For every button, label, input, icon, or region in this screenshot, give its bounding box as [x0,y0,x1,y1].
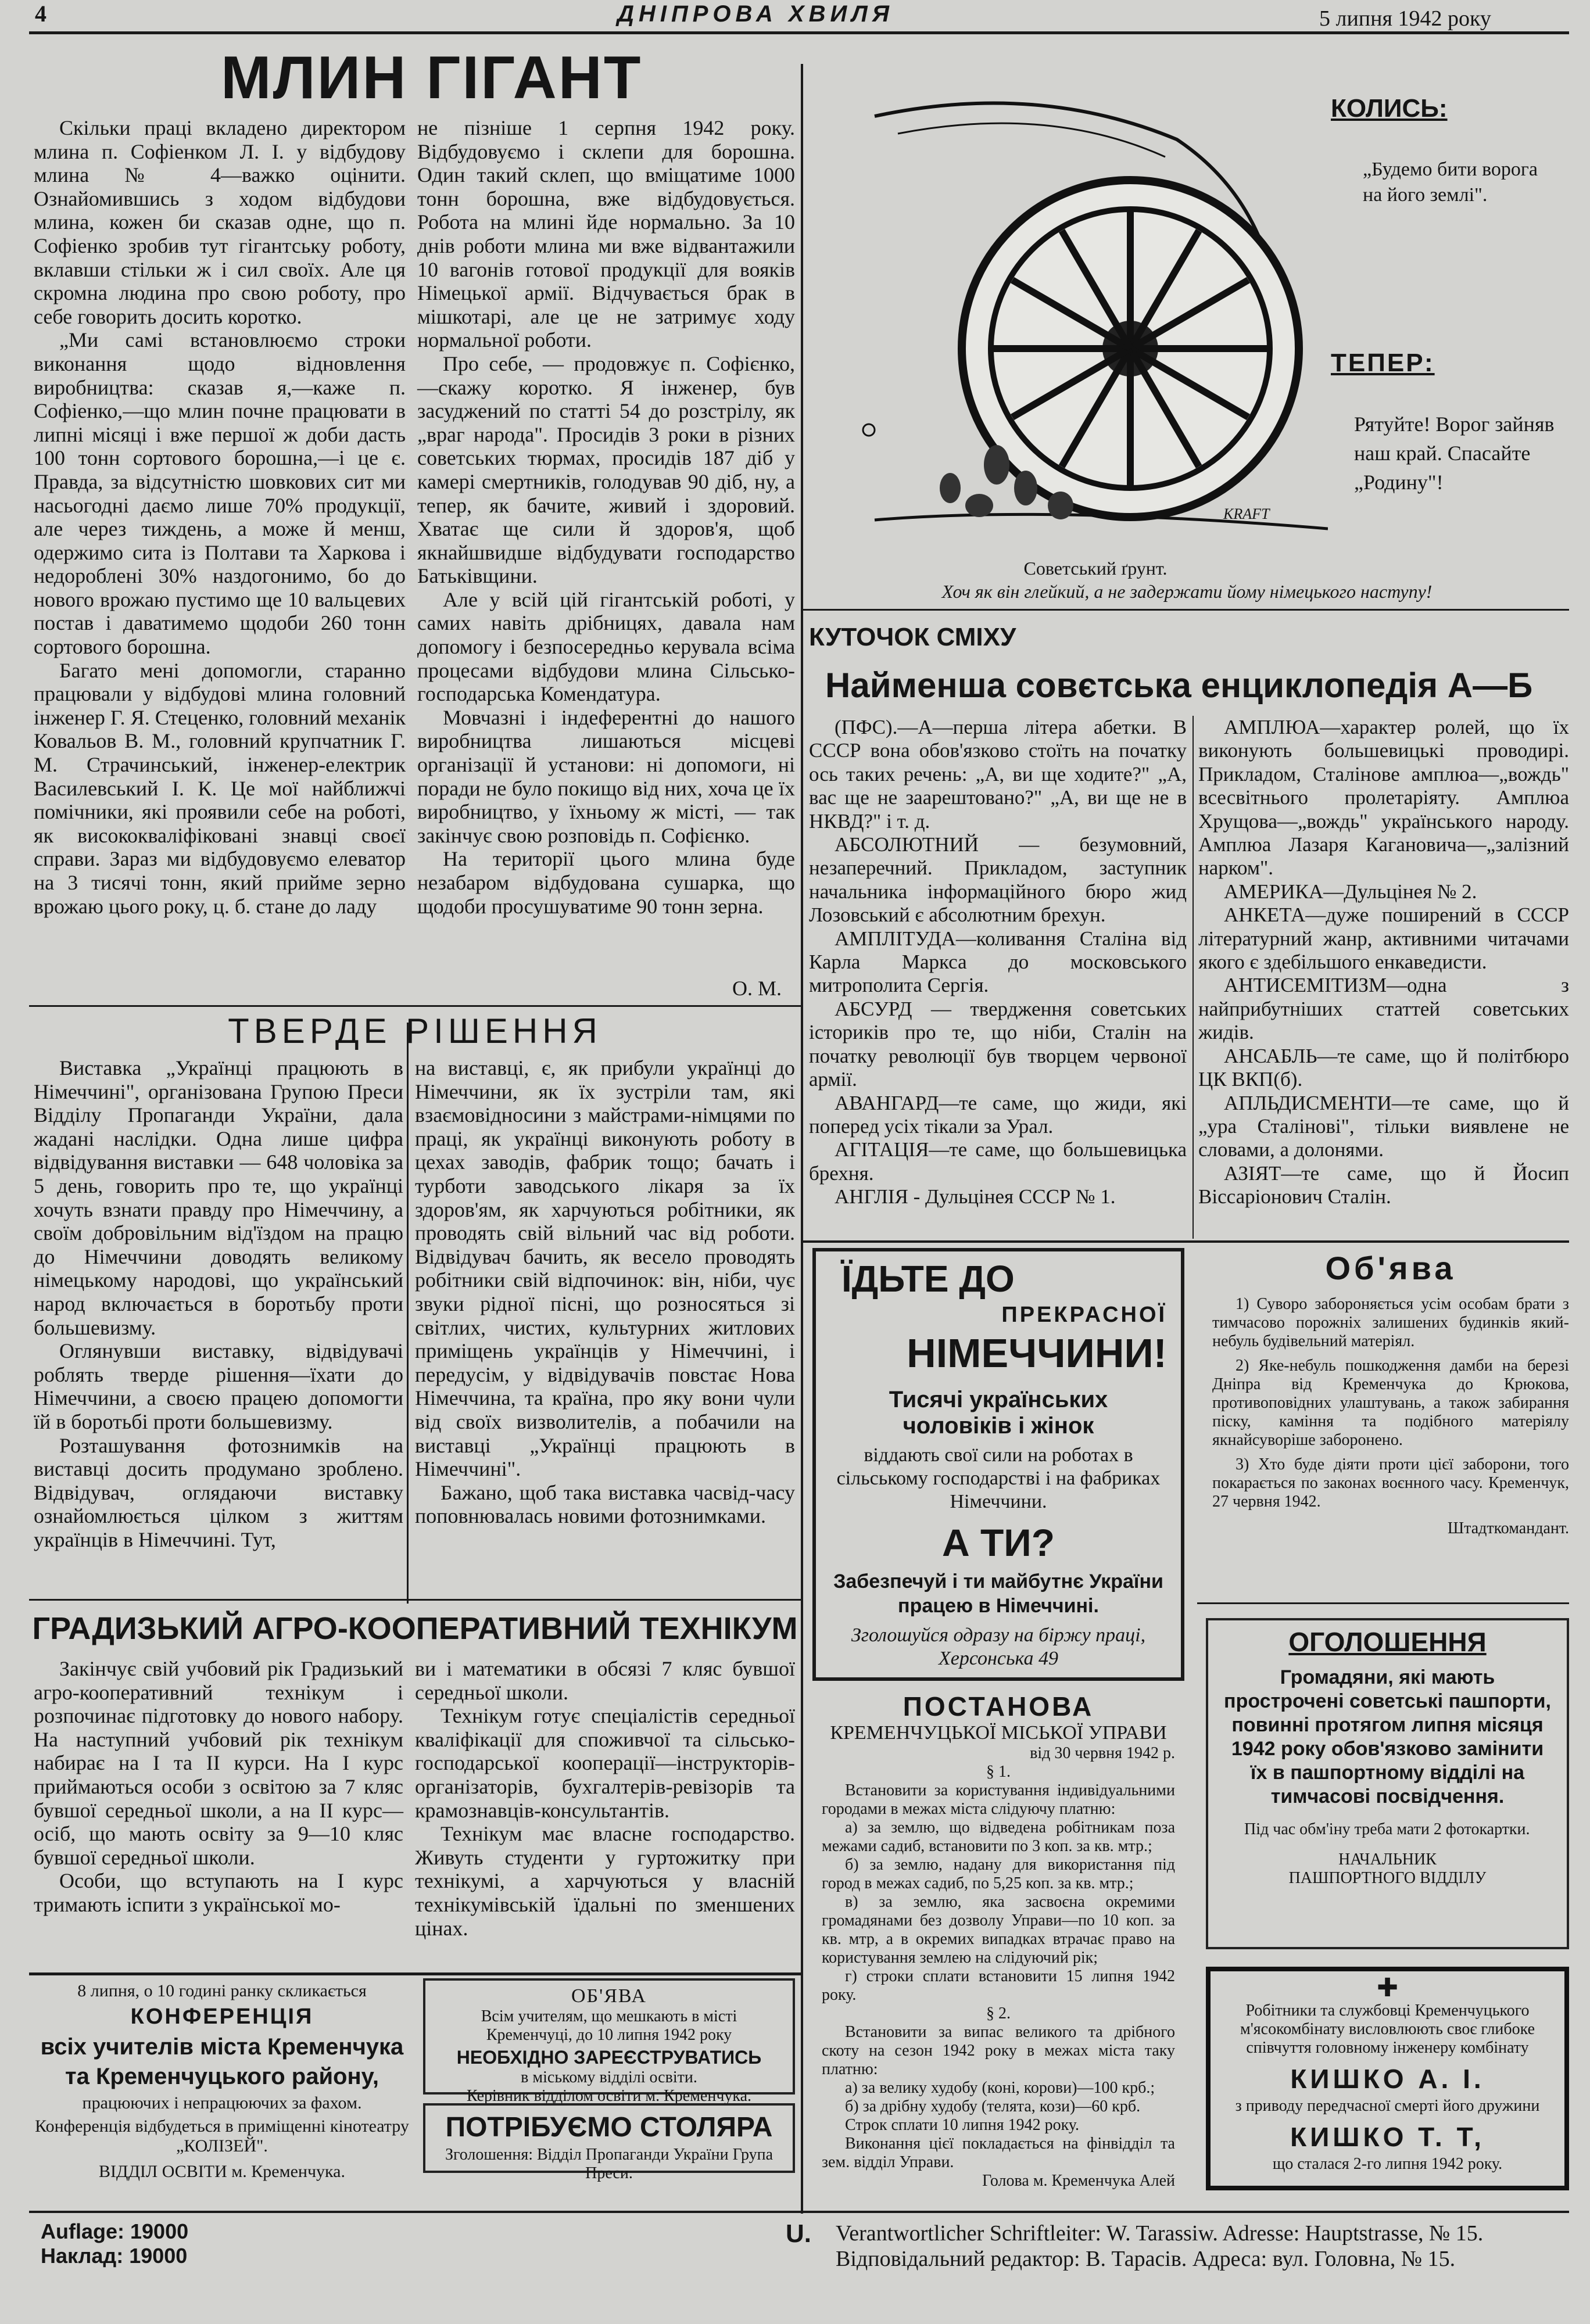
postanova-p: а) за велику худобу (коні, корови)—100 крб.; [845,2079,1155,2097]
tverde-col2 [415,1056,795,1528]
cartoon-caption-1: Советський ґрунт. [1023,558,1168,579]
nim-line: Забезпечуй і ти майбутнє України працею в Німеччині. [833,1570,1163,1617]
obyava-uchyteli-box [423,1978,795,2105]
tekhnikum-para: ви і математики в обсязі 7 кляс бувшої середньої школи. [415,1657,795,1704]
masthead-rule [29,31,1569,34]
footer-auflage: Auflage: 19000 [41,2219,189,2243]
obyava-uchyteli-title: ОБ'ЯВА [571,1985,647,2007]
tverde-para: Оглянувши виставку, відвідувачі роблять тверде рішення—їхати до Німеччини, а своєю працею допомогти їй в боротьбі проти большевизму. [34,1339,403,1433]
obyava-dnipro-sign: Штадткомандант. [1447,1519,1569,1537]
tekhnikum-end-rule [29,1972,801,1975]
postanova-p: Виконання цієї покладається на фінвідділ та зем. відділ Управи. [822,2135,1175,2171]
tekhnikum-para: Особи, що вступають на І курс тримають іспити з української мо- [34,1869,403,1916]
mlyn-title: МЛИН ГІГАНТ [221,44,643,112]
obyava-uchyteli-line: в міському відділі освіти. [521,2068,697,2086]
postanova-s2: § 2. [986,2004,1011,2022]
column-rule-main [801,64,803,2214]
obyava-uchyteli-line: Всім учителям, що мешкають в місті Кременчуці, до 10 липня 1942 року [481,2007,737,2044]
nekrolog-box [1206,1967,1569,2190]
cartoon-now-label: ТЕПЕР: [1331,349,1435,377]
humor-col-rule [1192,716,1194,1239]
nim-line: Тисячі українських [889,1387,1108,1412]
cartoon [805,46,1569,607]
footer-u: U. [786,2219,811,2248]
tekhnikum-title: ГРАДИЗЬКИЙ АГРО-КООПЕРАТИВНИЙ ТЕХНІКУМ [32,1611,798,1646]
nekrolog-text: Робітники та службовці Кременчуцького м'ясокомбінату висловлюють своє глибоке співчуття головному інженеру комбінату [1240,2002,1535,2057]
humor-entry: (ПФС).—А—перша літера абетки. В СССР вона обов'язково стоїть на початку ось таких речень: „А, ви ще ходите?" „А, вас ще не заарештовано?" „А, ви ще не в НКВД?" і т. д. [809,716,1187,833]
tverde-title: ТВЕРДЕ РІШЕННЯ [228,1012,602,1050]
tverde-para: Виставка „Українці працюють в Німеччині", організована Групою Преси Відділу Пропаганди України, дала жадані наслідки. Одна лише цифра відвідування виставки — 648 чоловіка за 5 день, говорить про те, що українці хочуть взнати правду про Німеччину, а своїм добровільним від'їздом на працю до Німеччини доводять великому німецькому народові, що український народ включається в боротьбу проти большевизму. [34,1056,403,1339]
cartoon-was-label: КОЛИСЬ: [1331,94,1448,123]
humor-col2 [1198,716,1569,1209]
humor-entry: АНСАБЛЬ—те саме, що й політбюро ЦК ВКП(б). [1198,1044,1569,1091]
konf-line: 8 липня, о 10 годині ранку скликається [77,1981,367,2000]
obyava-dnipro [1198,1249,1569,1592]
nim-line: А ТИ? [941,1521,1055,1564]
nekrolog-name: КИШКО Т. Т, [1290,2122,1485,2152]
konf-line: та Кременчуцького району, [65,2064,379,2089]
nimechchyna-ad [812,1248,1184,1681]
nim-line: Зголошуйся одразу на біржу праці, Херсонська 49 [851,1624,1146,1669]
mlyn-col2 [417,116,795,918]
cartoon-was-text: „Будемо бити ворога на його землі". [1363,159,1538,206]
humor-entry: АЗІЯТ—те саме, що й Йосип Віссаріонович Сталін. [1198,1161,1569,1208]
humor-title: Найменша совєтська енциклопедія А—Б [825,666,1533,705]
nim-line: чоловіків і жінок [903,1413,1094,1439]
tverde-end-rule [29,1599,801,1601]
newspaper-title: ДНІПРОВА ХВИЛЯ [617,1,894,27]
postanova [812,1691,1184,2190]
ogoloshennya-sign: НАЧАЛЬНИК [1338,1850,1437,1868]
humor-col1 [809,716,1187,1209]
cartoon-wheel-drawing [805,46,1328,569]
footer-line1: Verantwortlicher Schriftleiter: W. Tarassiw. Adresse: Hauptstrasse, № 15. [836,2221,1484,2246]
nekrolog-mid: з приводу передчасної смерті його дружини [1235,2097,1540,2115]
konf-sign: ВІДДІЛ ОСВІТИ м. Кременчука. [99,2162,345,2181]
tekhnikum-col2 [415,1657,795,1940]
konf-line: Конференція відбудеться в приміщенні кінотеатру „КОЛІЗЕЙ". [35,2117,409,2156]
ogoloshennya-text: Громадяни, які мають прострочені советські пашпорти, повинні протягом липня місяця 1942 року обов'язково замінити їх в пашпортному відділі на тимчасові посвідчення. [1224,1666,1551,1807]
tverde-para: Бажано, щоб така виставка часвід-часу поповнювалась новими фотознимками. [415,1480,795,1528]
postanova-sub: КРЕМЕНЧУЦЬКОЇ МІСЬКОЇ УПРАВИ [830,1722,1167,1744]
tekhnikum-col1 [34,1657,403,1917]
footer-naklad: Наклад: 19000 [41,2244,188,2268]
humor-entry: АБСУРД — твердження советських істориків про те, що ніби, Сталін на початку революції був творцем червоної армії. [809,997,1187,1091]
issue-date: 5 липня 1942 року [1319,6,1491,31]
mlyn-para: не пізніше 1 серпня 1942 року. Відбудовуємо і склепи для борошна. Один такий склеп, що вміщатиме 1000 тонн борошна, вже відбудовується. Робота на млині йде нормально. За 10 днів роботи млина ми вже відвантажили 10 вагонів готової продукції для вояків Німецької армії. Відчувається брак в мішкотарі, але це не затримує ходу нормальної роботи. [417,116,795,352]
page-number: 4 [35,1,46,27]
ogoloshennya-note: Під час обм'іну треба мати 2 фотокартки. [1244,1820,1530,1838]
humor-entry: АГІТАЦІЯ—те саме, що большевицька брехня. [809,1138,1187,1185]
ogoloshennya-title: ОГОЛОШЕННЯ [1288,1627,1487,1657]
humor-entry: АМЕРИКА—Дульцінея № 2. [1224,880,1477,903]
ogoloshennya-sign: ПАШПОРТНОГО ВІДДІЛУ [1288,1869,1487,1887]
humor-entry: АНГЛІЯ - Дульцінея СССР № 1. [835,1185,1116,1208]
nim-line: НІМЕЧЧИНИ! [907,1330,1167,1376]
obyava-uchyteli-emph: НЕОБХІДНО ЗАРЕЄСТРУВАТИСЬ [456,2047,762,2068]
postanova-s1: § 1. [986,1763,1011,1781]
humor-entry: АПЛЬДИСМЕНТИ—те саме, що й „ура Сталінові", тільки виявлене не словами, а долонями. [1198,1091,1569,1161]
postanova-p: г) строки сплати встановити 15 липня 1942 року. [822,1967,1175,2004]
postanova-sign: Голова м. Кременчука Алей [982,2172,1175,2190]
humor-entry: АМПЛЮА—характер ролей, що їх виконують большевицькі проводирі. Прикладом, Сталінове амплюа—„вождь" всесвітнього пролетаріяту. Амплюа Хрущова—„вождь" українського народу. Амплюа Лазаря Кагановича—„залізний нарком". [1198,716,1569,880]
stolyar-line: Зголошення: Відділ Пропаганди України Група Преси. [445,2146,773,2182]
stolyar-box [423,2103,795,2182]
humor-entry: АВАНГАРД—те саме, що жиди, які поперед усіх тікали за Урал. [809,1091,1187,1138]
postanova-p: Встановити за користування індивідуальними городами в межах міста слідуючу платню: [822,1781,1175,1818]
postanova-p: б) за дрібну худобу (телята, кози)—60 крб. [845,2097,1141,2115]
postanova-p: а) за землю, що відведена робітникам поза межами садиб, встановити по 3 коп. за кв. мтр.; [822,1819,1175,1855]
cartoon-end-rule [803,609,1569,611]
konf-line: всіх учителів міста Кременчука [40,2034,404,2060]
humor-entry: АНТИСЕМІТИЗМ—одна з найприбутніших статтей советських жидів. [1198,974,1569,1044]
mlyn-para: Мовчазні і індеферентні до нашого виробництва лишаються місцеві організації й установи: ні допомоги, ні поради не було покищо від них, хоча це їх виробництво, у їхньому ж місті, — так закінчує свою розповідь п. Софієнко. [417,705,795,847]
obyava-dnipro-p: 2) Яке-небуль пошкодження дамби на березі Дніпра від Кременчука до Крюкова, противоповідних улаштувань, а також забирання піску, каміння та подібного матеріялу якнайсуворіше заборонено. [1212,1357,1569,1449]
tverde-col1 [34,1056,403,1551]
mlyn-col1 [34,116,406,918]
konferentsiya-ad [34,1981,410,2181]
obyava-uchyteli-sign: Керівник відділом освіти м. Кременчука. [466,2087,752,2105]
mlyn-para: „Ми самі встановлюємо строки виконання щодо відновлення виробництва: сказав я,—каже п. Софіенко,—що млин почне працювати в липні місяці і вже першої ж доби дасть 100 тонн сортового борошна,—і це є. Правда, за відсутністю шовкових сит ми насьогодні даємо лише 70% продукції, але через тиждень, а може й менш, одержимо сита із Полтави та Харкова і недоробленi 30% наздогонимо, бо до нового врожаю пустимо ще 10 вальцевих постав і даватимемо щодоби 260 тонн сортового борошна. [34,328,406,659]
mlyn-signature: О. М. [732,977,782,1000]
cartoon-caption-2: Хоч як він глейкий, а не задержати йому німецького наступу! [941,581,1433,602]
mlyn-para: Але у всій цій гігантській роботі, у самих навіть дрібницях, давала нам допомогу і безпосередньо керувала всіма процесами відбудови млина Сільсько-господарська Комендатура. [417,587,795,706]
konf-title: КОНФЕРЕНЦІЯ [130,2004,314,2029]
nim-line: віддають свої сили на роботах в сільському господарстві і на фабриках Німеччини. [836,1444,1161,1512]
postanova-title: ПОСТАНОВА [903,1691,1094,1722]
postanova-p: б) за землю, надану для використання під город в межах садиб, по 5,25 коп. за кв. мтр.; [822,1856,1175,1892]
postanova-p: Строк сплати 10 липня 1942 року. [845,2116,1080,2134]
postanova-p: в) за землю, яка засвоєна окремими громадянами без дозволу Управи—по 10 коп. за кв. мтр, а в окремих випадках втрачає право на користування землею на слідуючий рік; [822,1893,1175,1967]
nekrolog-cross-icon: ✚ [1377,1974,1398,2002]
tekhnikum-para: Технікум готує спеціалістів середньої кваліфікації для споживчої та сільсько-господарської кооперації—інструкторів-організаторів, бухгалтерів-ревізорів та крамознавців-консультантів. [415,1704,795,1822]
tverde-para: Розташування фотознимків на виставці досить продумано зроблено. Відвідувач, оглядаючи виставку ознайомлюється цілком з життям українців в Німеччині. Тут, [34,1433,403,1551]
nim-line: ПРЕКРАСНОЇ [1001,1303,1167,1327]
stolyar-title: ПОТРІБУЄМО СТОЛЯРА [445,2112,773,2143]
mlyn-end-rule [29,1005,801,1007]
humor-entry: АБСОЛЮТНИЙ — безумовний, незаперечний. Прикладом, заступник начальника інформаційного бюро жид Лозовський є абсолютним брехун. [809,833,1187,927]
nekrolog-end: що сталася 2-го липня 1942 року. [1272,2155,1503,2173]
postanova-p: Встановити за випас великого та дрібного скоту на сезон 1942 року в межах міста таку платню: [822,2023,1175,2078]
tekhnikum-para: Закінчує свій учбовий рік Градизький агро-кооперативний технікум і розпочинає підготовку до нового набору. На наступний учбовий рік технікум набирає на І та ІІ курси. На І курс приймаються особи з освітою за 7 кляс бувшої середньої школи, а на ІІ курс—осіб, що мають освіту за 9—10 кляс бувшої середньої школи. [34,1657,403,1869]
cartoon-artist-signature: KRAFT [1223,505,1270,522]
humor-section-title: КУТОЧОК СМІХУ [809,623,1016,651]
tekhnikum-para: Технікум має власне господарство. Живуть студенти у гуртожитку при технікумі, а харчуються у власній технікумівській їдальні по зменшених цінах. [415,1822,795,1940]
footer-line2: Відповідальний редактор: В. Тарасів. Адреса: вул. Головна, № 15. [836,2247,1456,2271]
mlyn-para: На території цього млина буде незабаром відбудована сушарка, що щодоби просушуватиме 90 тонн зерна. [417,847,795,918]
humor-entry: АНКЕТА—дуже поширений в СССР літературний жанр, активними читачами якого є здебільшого енкаведисти. [1198,903,1569,974]
footer-rule [29,2211,1569,2213]
humor-entry: АМПЛІТУДА—коливання Сталіна від Карла Маркса до московського митрополита Сергія. [809,927,1187,997]
nim-line: ЇДЬТЕ ДО [841,1258,1015,1300]
obyava-dnipro-p: 1) Суворо забороняється усім особам брати з тимчасово порожніх залишених будинків який-небуль будівельний матеріял. [1212,1295,1569,1350]
mlyn-para: Багато мені допомогли, старанно працювали у відбудові млина головний інженер Г. Я. Стеценко, головний механік Ковальов В. М., головний крупчатник Г. М. Страчинський, інженер-електрик Василевський І. К. Це мої найближчі помічники, які проявили себе на роботі, як висококваліфіковані знавці своєї справи. Зараз ми відбудовуємо елеватор на 3 тисячі тонн, який прийме зерно врожаю цього року, ц. б. стане до ладу [34,658,406,918]
postanova-date: від 30 червня 1942 р. [1030,1744,1175,1762]
cartoon-now-text: Рятуйте! Ворог зайняв наш край. Спасайте „Родину"! [1354,413,1555,494]
obyava-dnipro-p: 3) Хто буде діяти проти цієї заборони, того покарається по законах воєнного часу. Кременчук, 27 червня 1942. [1212,1455,1569,1511]
column-rule-left-mid [407,1023,409,1604]
mlyn-para: Про себе, — продовжує п. Софієнко, —скажу коротко. Я інженер, був засуджений по статті 54 до розстрілу, як „враг народа". Просидів 3 роки в різних советських тюрмах, просидів 187 діб у камері смертників, голодував 90 діб, ну, а тепер, як бачите, живий і здоровий. Хватає ще сили й здоров'я, щоб якнайшвидше відбудувати господарство Батьківщини. [417,352,795,588]
nekrolog-name: КИШКО А. І. [1290,2064,1485,2094]
obyava-dnipro-end-rule [1197,1602,1569,1604]
humor-end-rule [803,1240,1569,1243]
konf-line: працюючих і непрацюючих за фахом. [82,2093,362,2113]
ogoloshennya-box [1206,1618,1569,1949]
mlyn-para: Скільки праці вкладено директором млина п. Софіенком Л. І. у відбудову млина № 4—важко оцінити. Ознайомившись з ходом відбудови млина, кожен би сказав одне, що п. Софіенко зробив тут гігантську роботу, вклавши стільки ж і сил своїх. Але ця скромна людина про свою роботу, про себе говорить досить коротко. [34,116,406,328]
tverde-para: на виставці, є, як прибули українці до Німеччини, як їх зустріли там, які взаємовідносини з майстрами-німцями по праці, як українці виконують роботу в цехах заводів, фабрик тощо; бачать і турботи заводського лікаря за їх здоров'ям, як харчуються робітники, як проводять свій вільний час від роботи. Відвідувач бачить, як весело проводять робітники свій відпочинок: він, ніби, чує звуки рідної пісні, що розносяться зі світлих, чистих, культурних житлових приміщень українців у Німеччині, і передусім, у відвідувачів повстає Нова Німеччина, та країна, про яку вони чули від своїх визволителів, а побачили на виставці „Українці працюють в Німеччині". [415,1056,795,1481]
obyava-dnipro-title: Об'ява [1325,1250,1456,1286]
